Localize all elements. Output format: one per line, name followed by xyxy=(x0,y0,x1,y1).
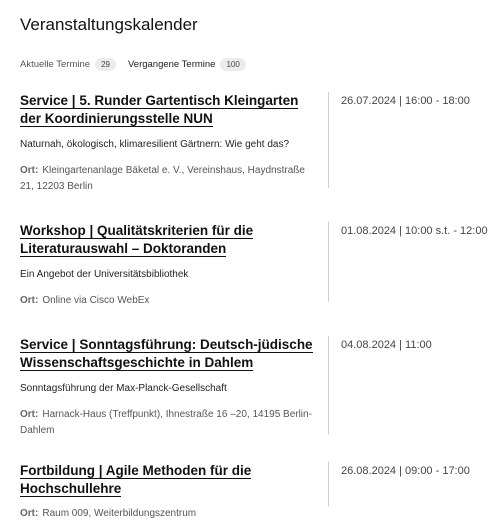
event-location xyxy=(20,407,320,439)
event-main xyxy=(20,92,329,192)
event-item xyxy=(20,222,500,306)
event-item xyxy=(20,462,500,519)
location-value: Raum 009, Weiterbildungszentrum xyxy=(42,508,197,519)
location-value: Online via Cisco WebEx xyxy=(42,295,150,306)
event-title xyxy=(20,462,320,498)
event-location xyxy=(20,163,320,195)
event-date: 01.08.2024 | 10:00 s.t. - 12:00 xyxy=(341,225,488,237)
location-value: Kleingartenanlage Bäketal e. V., Vereinshaus, Haydnstraße 21, 12203 Berlin xyxy=(20,165,305,192)
count-badge: 29 xyxy=(95,58,116,71)
location-label: Ort: xyxy=(20,165,39,176)
event-main xyxy=(20,336,329,434)
event-location xyxy=(20,506,320,522)
location-label: Ort: xyxy=(20,409,39,420)
event-subtitle: Sonntagsführung der Max-Planck-Gesellschaft xyxy=(20,383,227,394)
event-title xyxy=(20,92,320,128)
location-value: Harnack-Haus (Treffpunkt), Ihnestraße 16 –20, 14195 Berlin-Dahlem xyxy=(20,409,312,436)
event-item xyxy=(20,92,500,192)
page-title: Veranstaltungskalender xyxy=(20,15,198,34)
event-item xyxy=(20,336,500,434)
event-location xyxy=(20,293,320,309)
event-title xyxy=(20,336,320,372)
tab-label: Aktuelle Termine xyxy=(20,58,91,70)
location-label: Ort: xyxy=(20,508,39,519)
tabs xyxy=(20,56,500,72)
event-subtitle: Naturnah, ökologisch, klimaresilient Gärtnern: Wie geht das? xyxy=(20,139,290,150)
event-title-link[interactable]: Service | Sonntagsführung: Deutsch-jüdische Wissenschaftsgeschichte in Dahlem xyxy=(20,337,313,370)
event-date: 26.08.2024 | 09:00 - 17:00 xyxy=(341,465,470,477)
location-label: Ort: xyxy=(20,295,39,306)
event-main xyxy=(20,462,329,519)
event-title xyxy=(20,222,320,258)
tab-label: Vergangene Termine xyxy=(127,58,216,70)
event-date: 26.07.2024 | 16:00 - 18:00 xyxy=(341,95,470,107)
event-title-link[interactable]: Workshop | Qualitätskriterien für die Literaturauswahl – Doktoranden xyxy=(20,223,254,256)
event-title-link[interactable]: Service | 5. Runder Gartentisch Kleingarten der Koordinierungsstelle NUN xyxy=(20,93,299,126)
event-title-link[interactable]: Fortbildung | Agile Methoden für die Hochschullehre xyxy=(20,463,252,496)
event-list xyxy=(20,92,500,519)
event-date: 04.08.2024 | 11:00 xyxy=(341,339,432,351)
tab-current-events[interactable] xyxy=(20,58,116,71)
event-main xyxy=(20,222,329,306)
tab-past-events[interactable] xyxy=(128,58,246,71)
event-subtitle: Ein Angebot der Universitätsbibliothek xyxy=(20,269,189,280)
count-badge: 100 xyxy=(220,58,245,71)
